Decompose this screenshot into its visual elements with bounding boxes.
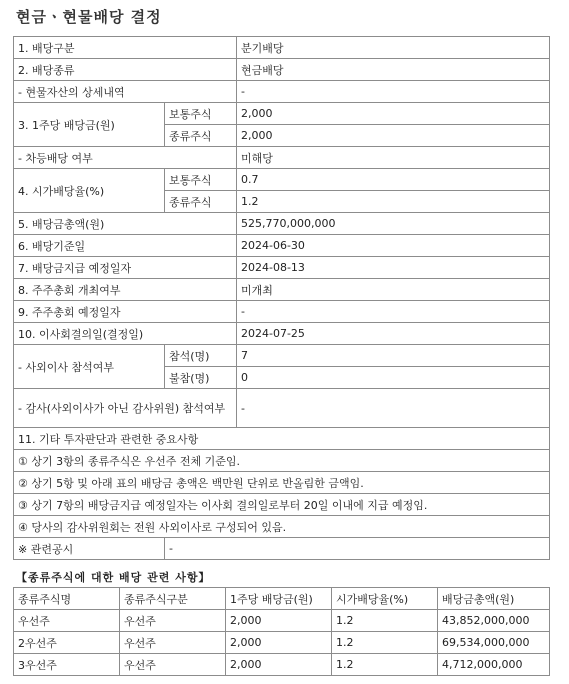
- row-value: 현금배당: [237, 59, 550, 81]
- table-row: [14, 538, 550, 560]
- related-label: ※ 관련공시: [14, 538, 165, 560]
- table-row: [14, 301, 550, 323]
- table-row: [14, 389, 550, 428]
- table-row: [14, 345, 550, 367]
- row-label: 10. 이사회결의일(결정일): [14, 323, 237, 345]
- column-header: 시가배당율(%): [332, 588, 438, 610]
- row-value: 525,770,000,000: [237, 213, 550, 235]
- row-value: 분기배당: [237, 37, 550, 59]
- related-value: -: [165, 538, 550, 560]
- table-row: [14, 81, 550, 103]
- row-value: 2024-07-25: [237, 323, 550, 345]
- row-label: - 감사(사외이사가 아닌 감사위원) 참석여부: [14, 389, 237, 428]
- column-header: 배당금총액(원): [438, 588, 550, 610]
- table-cell: 우선주: [120, 654, 226, 676]
- row-label: - 차등배당 여부: [14, 147, 237, 169]
- row-value: 2024-08-13: [237, 257, 550, 279]
- table-row: [14, 279, 550, 301]
- dividend-decision-table: [13, 36, 550, 560]
- table-row: [14, 323, 550, 345]
- row-label: 6. 배당기준일: [14, 235, 237, 257]
- table-cell: 2,000: [226, 610, 332, 632]
- note-3: ③ 상기 7항의 배당금지급 예정일자는 이사회 결의일로부터 20일 이내에 지급 예정임.: [14, 494, 550, 516]
- table-header-row: [14, 588, 550, 610]
- table-cell: 69,534,000,000: [438, 632, 550, 654]
- sub-label: 보통주식: [165, 169, 237, 191]
- row-value: 0: [237, 367, 550, 389]
- row-value: 2,000: [237, 103, 550, 125]
- sub-label: 불참(명): [165, 367, 237, 389]
- row-label: 2. 배당종류: [14, 59, 237, 81]
- row-label: - 사외이사 참석여부: [14, 345, 165, 389]
- table-row: [14, 516, 550, 538]
- row-value: 1.2: [237, 191, 550, 213]
- row-value: -: [237, 81, 550, 103]
- table-row: [14, 59, 550, 81]
- table-row: [14, 428, 550, 450]
- row-value: 2,000: [237, 125, 550, 147]
- table-row: [14, 103, 550, 125]
- preferred-stock-dividend-table: [13, 587, 550, 676]
- table-row: [14, 147, 550, 169]
- row-label: 4. 시가배당율(%): [14, 169, 165, 213]
- row-value: 미개최: [237, 279, 550, 301]
- note-4: ④ 당사의 감사위원회는 전원 사외이사로 구성되어 있음.: [14, 516, 550, 538]
- row-label: 7. 배당금지급 예정일자: [14, 257, 237, 279]
- table-row: [14, 235, 550, 257]
- note-2: ② 상기 5항 및 아래 표의 배당금 총액은 백만원 단위로 반올림한 금액임.: [14, 472, 550, 494]
- row-label: 5. 배당금총액(원): [14, 213, 237, 235]
- table-cell: 2우선주: [14, 632, 120, 654]
- table-row: [14, 610, 550, 632]
- table-cell: 2,000: [226, 632, 332, 654]
- table-cell: 3우선주: [14, 654, 120, 676]
- column-header: 1주당 배당금(원): [226, 588, 332, 610]
- row-label: 3. 1주당 배당금(원): [14, 103, 165, 147]
- column-header: 종류주식명: [14, 588, 120, 610]
- row-label: 11. 기타 투자판단과 관련한 중요사항: [14, 428, 550, 450]
- row-label: - 현물자산의 상세내역: [14, 81, 237, 103]
- row-value: -: [237, 301, 550, 323]
- sub-label: 보통주식: [165, 103, 237, 125]
- table-cell: 1.2: [332, 610, 438, 632]
- page-title: 현금ㆍ현물배당 결정: [16, 8, 162, 26]
- table-cell: 1.2: [332, 632, 438, 654]
- row-value: 2024-06-30: [237, 235, 550, 257]
- section-title: 【종류주식에 대한 배당 관련 사항】: [16, 571, 211, 584]
- table-row: [14, 654, 550, 676]
- sub-label: 종류주식: [165, 191, 237, 213]
- table-row: [14, 213, 550, 235]
- table-cell: 1.2: [332, 654, 438, 676]
- sub-label: 참석(명): [165, 345, 237, 367]
- sub-label: 종류주식: [165, 125, 237, 147]
- table-row: [14, 257, 550, 279]
- table-cell: 43,852,000,000: [438, 610, 550, 632]
- table-row: [14, 37, 550, 59]
- table-cell: 우선주: [120, 610, 226, 632]
- row-value: 7: [237, 345, 550, 367]
- column-header: 종류주식구분: [120, 588, 226, 610]
- row-label: 8. 주주총회 개최여부: [14, 279, 237, 301]
- row-value: 0.7: [237, 169, 550, 191]
- note-1: ① 상기 3항의 종류주식은 우선주 전체 기준임.: [14, 450, 550, 472]
- table-row: [14, 169, 550, 191]
- table-cell: 4,712,000,000: [438, 654, 550, 676]
- row-value: 미해당: [237, 147, 550, 169]
- table-row: [14, 450, 550, 472]
- table-row: [14, 632, 550, 654]
- table-cell: 우선주: [14, 610, 120, 632]
- row-label: 9. 주주총회 예정일자: [14, 301, 237, 323]
- table-cell: 2,000: [226, 654, 332, 676]
- table-row: [14, 472, 550, 494]
- table-cell: 우선주: [120, 632, 226, 654]
- row-value: -: [237, 389, 550, 428]
- row-label: 1. 배당구분: [14, 37, 237, 59]
- table-row: [14, 494, 550, 516]
